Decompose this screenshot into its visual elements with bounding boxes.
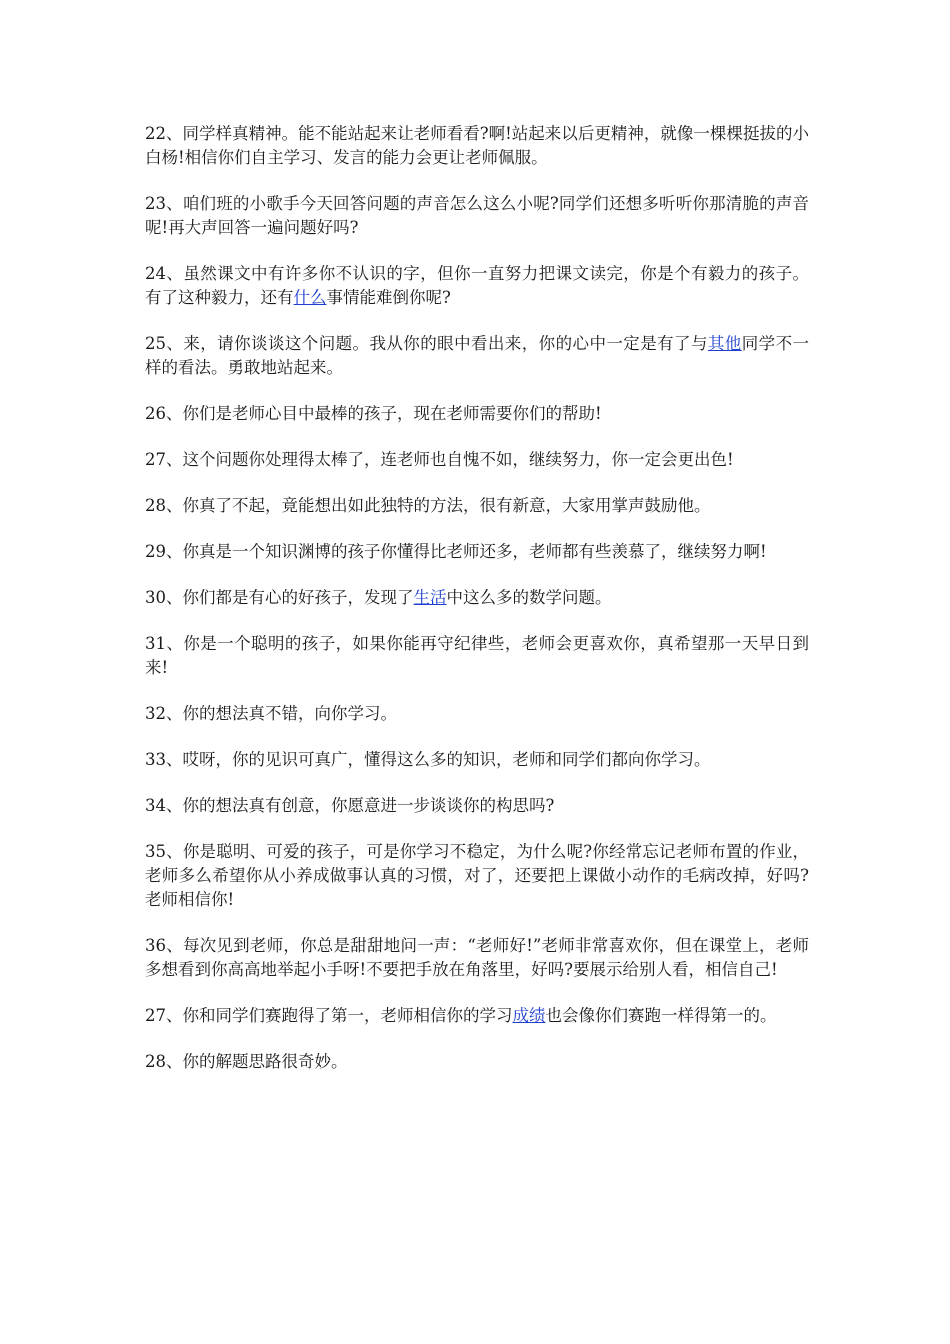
- paragraph: [145, 748, 809, 772]
- paragraph: [145, 192, 809, 240]
- paragraph: [145, 934, 809, 982]
- paragraph-text: 30、你们都是有心的好孩子，发现了: [145, 588, 414, 607]
- paragraph-text: 36、每次见到老师，你总是甜甜地问一声：“老师好!”老师非常喜欢你，但在课堂上，老师多想看到你高高地举起小手呀!不要把手放在角落里，好吗?要展示给别人看，相信自己!: [145, 936, 809, 979]
- paragraph-text: 同学不一样的看法。勇敢地站起来。: [145, 334, 809, 377]
- paragraph: [145, 494, 809, 518]
- paragraph-text: 23、咱们班的小歌手今天回答问题的声音怎么这么小呢?同学们还想多听听你那清脆的声音呢!再大声回答一遍问题好吗?: [145, 194, 809, 237]
- inline-link[interactable]: 其他: [707, 334, 742, 353]
- paragraph-text: 27、这个问题你处理得太棒了，连老师也自愧不如，继续努力，你一定会更出色!: [145, 450, 734, 469]
- paragraph-text: 29、你真是一个知识渊博的孩子你懂得比老师还多，老师都有些羡慕了，继续努力啊!: [145, 542, 767, 561]
- paragraph-text: 34、你的想法真有创意，你愿意进一步谈谈你的构思吗?: [145, 796, 555, 815]
- paragraph-text: 也会像你们赛跑一样得第一的。: [545, 1006, 777, 1025]
- paragraph-text: 26、你们是老师心目中最棒的孩子，现在老师需要你们的帮助!: [145, 404, 602, 423]
- paragraph-text: 22、同学样真精神。能不能站起来让老师看看?啊!站起来以后更精神，就像一棵棵挺拔的小白杨!相信你们自主学习、发言的能力会更让老师佩服。: [145, 124, 809, 167]
- paragraph: [145, 540, 809, 564]
- paragraph: [145, 586, 809, 610]
- paragraph: [145, 1050, 809, 1074]
- paragraph-text: 25、来，请你谈谈这个问题。我从你的眼中看出来，你的心中一定是有了与: [145, 334, 708, 353]
- paragraph: [145, 1004, 809, 1028]
- paragraph-text: 33、哎呀，你的见识可真广，懂得这么多的知识，老师和同学们都向你学习。: [145, 750, 711, 769]
- paragraph-text: 27、你和同学们赛跑得了第一，老师相信你的学习: [145, 1006, 513, 1025]
- paragraph-text: 35、你是聪明、可爱的孩子，可是你学习不稳定，为什么呢?你经常忘记老师布置的作业，老师多么希望你从小养成做事认真的习惯，对了，还要把上课做小动作的毛病改掉，好吗?老师相信你!: [145, 842, 809, 909]
- paragraph-text: 32、你的想法真不错，向你学习。: [145, 704, 397, 723]
- paragraph-text: 28、你的解题思路很奇妙。: [145, 1052, 348, 1071]
- paragraph: [145, 702, 809, 726]
- paragraph-text: 事情能难倒你呢?: [326, 288, 451, 307]
- paragraph: [145, 840, 809, 912]
- document-body: [145, 122, 809, 1096]
- paragraph: [145, 632, 809, 680]
- paragraph: [145, 448, 809, 472]
- paragraph: [145, 332, 809, 380]
- paragraph: [145, 122, 809, 170]
- inline-link[interactable]: 成绩: [512, 1006, 546, 1025]
- paragraph-text: 中这么多的数学问题。: [446, 588, 612, 607]
- paragraph-text: 24、虽然课文中有许多你不认识的字，但你一直努力把课文读完，你是个有毅力的孩子。有了这种毅力，还有: [145, 264, 809, 307]
- inline-link[interactable]: 什么: [293, 288, 327, 307]
- paragraph: [145, 402, 809, 426]
- inline-link[interactable]: 生活: [413, 588, 447, 607]
- paragraph-text: 28、你真了不起，竟能想出如此独特的方法，很有新意，大家用掌声鼓励他。: [145, 496, 711, 515]
- paragraph-text: 31、你是一个聪明的孩子，如果你能再守纪律些，老师会更喜欢你，真希望那一天早日到来!: [145, 634, 809, 677]
- paragraph: [145, 794, 809, 818]
- paragraph: [145, 262, 809, 310]
